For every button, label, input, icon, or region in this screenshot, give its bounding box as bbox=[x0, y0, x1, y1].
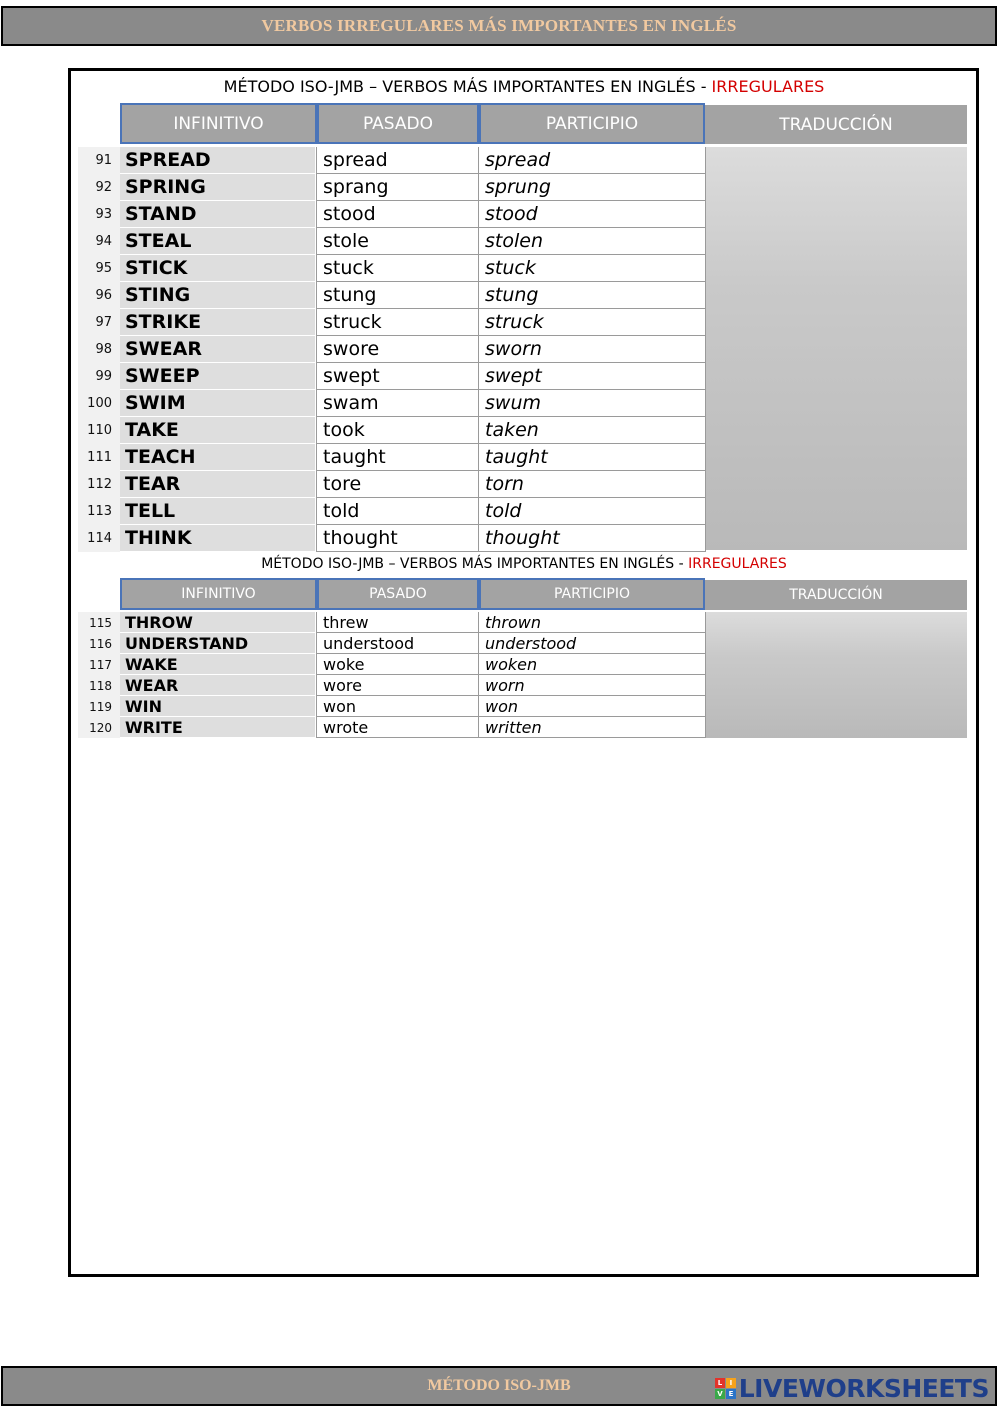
infinitive-cell: STEAL bbox=[120, 228, 315, 255]
row-number: 100 bbox=[78, 390, 120, 417]
row-number: 115 bbox=[78, 612, 120, 633]
translation-answer-area[interactable] bbox=[705, 147, 967, 550]
table-row bbox=[78, 309, 706, 336]
past-cell: spread bbox=[316, 147, 479, 174]
infinitive-cell: SWEAR bbox=[120, 336, 315, 363]
past-cell: tore bbox=[316, 471, 479, 498]
table-title-main: MÉTODO ISO-JMB – VERBOS MÁS IMPORTANTES EN INGLÉS - bbox=[223, 77, 712, 96]
header-pasado: PASADO bbox=[317, 578, 479, 610]
table-row bbox=[78, 717, 706, 738]
infinitive-cell: UNDERSTAND bbox=[120, 633, 315, 654]
participle-cell: worn bbox=[479, 675, 706, 696]
infinitive-cell: STRIKE bbox=[120, 309, 315, 336]
table-row bbox=[78, 675, 706, 696]
footer-text: MÉTODO ISO-JMB bbox=[427, 1377, 571, 1394]
row-number: 113 bbox=[78, 498, 120, 525]
row-number: 98 bbox=[78, 336, 120, 363]
participle-cell: taken bbox=[479, 417, 706, 444]
participle-cell: woken bbox=[479, 654, 706, 675]
table-row bbox=[78, 525, 706, 552]
row-number: 114 bbox=[78, 525, 120, 552]
infinitive-cell: TELL bbox=[120, 498, 315, 525]
row-number: 91 bbox=[78, 147, 120, 174]
infinitive-cell: SWIM bbox=[120, 390, 315, 417]
past-cell: swam bbox=[316, 390, 479, 417]
header-infinitivo: INFINITIVO bbox=[120, 578, 317, 610]
table-row bbox=[78, 471, 706, 498]
row-number: 95 bbox=[78, 255, 120, 282]
infinitive-cell: WRITE bbox=[120, 717, 315, 738]
infinitive-cell: WAKE bbox=[120, 654, 315, 675]
past-cell: swore bbox=[316, 336, 479, 363]
table-row bbox=[78, 363, 706, 390]
infinitive-cell: STICK bbox=[120, 255, 315, 282]
table-title bbox=[78, 556, 970, 572]
infinitive-cell: SPREAD bbox=[120, 147, 315, 174]
past-cell: stole bbox=[316, 228, 479, 255]
past-cell: threw bbox=[316, 612, 479, 633]
participle-cell: understood bbox=[479, 633, 706, 654]
past-cell: taught bbox=[316, 444, 479, 471]
row-number: 92 bbox=[78, 174, 120, 201]
logo-text: LIVEWORKSHEETS bbox=[738, 1374, 989, 1403]
infinitive-cell: TAKE bbox=[120, 417, 315, 444]
table-row bbox=[78, 654, 706, 675]
participle-cell: stolen bbox=[479, 228, 706, 255]
table-row bbox=[78, 201, 706, 228]
row-number: 110 bbox=[78, 417, 120, 444]
participle-cell: swept bbox=[479, 363, 706, 390]
table-title-accent: IRREGULARES bbox=[688, 556, 787, 572]
row-number: 117 bbox=[78, 654, 120, 675]
table-row bbox=[78, 417, 706, 444]
infinitive-cell: SWEEP bbox=[120, 363, 315, 390]
table-row bbox=[78, 255, 706, 282]
participle-cell: swum bbox=[479, 390, 706, 417]
row-number: 94 bbox=[78, 228, 120, 255]
participle-cell: sprung bbox=[479, 174, 706, 201]
participle-cell: spread bbox=[479, 147, 706, 174]
participle-cell: stuck bbox=[479, 255, 706, 282]
header-traduccion: TRADUCCIÓN bbox=[705, 105, 967, 144]
table-title-main: MÉTODO ISO-JMB – VERBOS MÁS IMPORTANTES EN INGLÉS - bbox=[261, 556, 689, 572]
header-participio: PARTICIPIO bbox=[479, 103, 705, 144]
verb-table-2 bbox=[78, 554, 970, 740]
row-number: 96 bbox=[78, 282, 120, 309]
participle-cell: thrown bbox=[479, 612, 706, 633]
row-number: 99 bbox=[78, 363, 120, 390]
verb-table-1 bbox=[78, 74, 970, 550]
row-number: 112 bbox=[78, 471, 120, 498]
past-cell: woke bbox=[316, 654, 479, 675]
past-cell: struck bbox=[316, 309, 479, 336]
table-row bbox=[78, 390, 706, 417]
table-row bbox=[78, 498, 706, 525]
infinitive-cell: WIN bbox=[120, 696, 315, 717]
row-number: 116 bbox=[78, 633, 120, 654]
past-cell: understood bbox=[316, 633, 479, 654]
past-cell: wore bbox=[316, 675, 479, 696]
logo-grid-icon: L I V E bbox=[715, 1378, 736, 1399]
table-row bbox=[78, 147, 706, 174]
past-cell: won bbox=[316, 696, 479, 717]
row-number: 119 bbox=[78, 696, 120, 717]
participle-cell: taught bbox=[479, 444, 706, 471]
past-cell: stuck bbox=[316, 255, 479, 282]
table-title-accent: IRREGULARES bbox=[711, 77, 825, 96]
header-traduccion: TRADUCCIÓN bbox=[705, 580, 967, 610]
infinitive-cell: TEAR bbox=[120, 471, 315, 498]
infinitive-cell: SPRING bbox=[120, 174, 315, 201]
row-number: 118 bbox=[78, 675, 120, 696]
participle-cell: torn bbox=[479, 471, 706, 498]
translation-answer-area[interactable] bbox=[705, 612, 967, 738]
table-row bbox=[78, 336, 706, 363]
table-row bbox=[78, 444, 706, 471]
participle-cell: won bbox=[479, 696, 706, 717]
infinitive-cell: STING bbox=[120, 282, 315, 309]
liveworksheets-logo[interactable] bbox=[715, 1374, 989, 1403]
header-participio: PARTICIPIO bbox=[479, 578, 705, 610]
infinitive-cell: THROW bbox=[120, 612, 315, 633]
bottom-banner bbox=[1, 1366, 997, 1406]
header-infinitivo: INFINITIVO bbox=[120, 103, 317, 144]
participle-cell: struck bbox=[479, 309, 706, 336]
top-banner bbox=[1, 6, 997, 46]
infinitive-cell: STAND bbox=[120, 201, 315, 228]
participle-cell: sworn bbox=[479, 336, 706, 363]
row-number: 97 bbox=[78, 309, 120, 336]
infinitive-cell: TEACH bbox=[120, 444, 315, 471]
row-number: 120 bbox=[78, 717, 120, 738]
table-row bbox=[78, 612, 706, 633]
infinitive-cell: THINK bbox=[120, 525, 315, 552]
past-cell: stood bbox=[316, 201, 479, 228]
past-cell: took bbox=[316, 417, 479, 444]
table-title bbox=[78, 77, 970, 96]
table-row bbox=[78, 174, 706, 201]
table-row bbox=[78, 282, 706, 309]
infinitive-cell: WEAR bbox=[120, 675, 315, 696]
table-row bbox=[78, 633, 706, 654]
past-cell: wrote bbox=[316, 717, 479, 738]
participle-cell: written bbox=[479, 717, 706, 738]
banner-title: VERBOS IRREGULARES MÁS IMPORTANTES EN INGLÉS bbox=[261, 16, 737, 35]
past-cell: swept bbox=[316, 363, 479, 390]
row-number: 93 bbox=[78, 201, 120, 228]
participle-cell: thought bbox=[479, 525, 706, 552]
table-row bbox=[78, 696, 706, 717]
table-row bbox=[78, 228, 706, 255]
row-number: 111 bbox=[78, 444, 120, 471]
past-cell: sprang bbox=[316, 174, 479, 201]
past-cell: told bbox=[316, 498, 479, 525]
header-pasado: PASADO bbox=[317, 103, 479, 144]
participle-cell: told bbox=[479, 498, 706, 525]
past-cell: stung bbox=[316, 282, 479, 309]
past-cell: thought bbox=[316, 525, 479, 552]
participle-cell: stung bbox=[479, 282, 706, 309]
participle-cell: stood bbox=[479, 201, 706, 228]
